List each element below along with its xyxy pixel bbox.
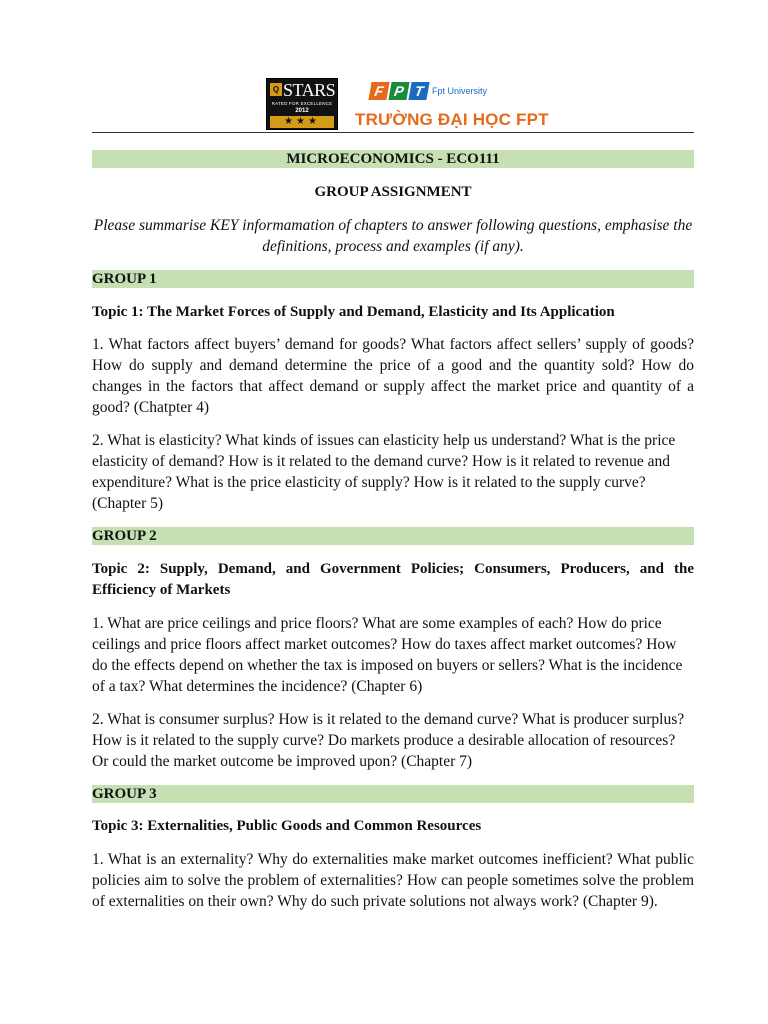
stars-logo-tagline: RATED FOR EXCELLENCE <box>271 101 333 106</box>
group-1-band <box>92 270 694 288</box>
group-3-label: GROUP 3 <box>92 786 157 802</box>
group-2-topic: Topic 2: Supply, Demand, and Government Policies; Consumers, Producers, and the Efficiency of Markets <box>92 561 694 598</box>
stars-rating-icon: ★★★ <box>270 116 334 128</box>
fpt-university-logo <box>370 80 490 104</box>
group-3-topic: Topic 3: Externalities, Public Goods and Common Resources <box>92 818 482 834</box>
group-2-question-2: 2. What is consumer surplus? How is it related to the demand curve? What is producer surplus? How is it related to the supply curve? Do markets produce a desirable allocation of resources? Or could the market outcome be improved upon? (Chapter 7) <box>92 711 685 770</box>
stars-logo-word: STARS <box>283 80 336 100</box>
assignment-title: GROUP ASSIGNMENT <box>314 184 472 200</box>
group-2-band <box>92 527 694 545</box>
fpt-university-label: Fpt University <box>432 86 488 96</box>
group-3-band <box>92 785 694 803</box>
university-name: TRƯỜNG ĐẠI HỌC FPT <box>355 110 549 129</box>
group-1-topic: Topic 1: The Market Forces of Supply and Demand, Elasticity and Its Application <box>92 304 615 320</box>
fpt-logo-letter-f: F <box>368 82 389 100</box>
group-2-question-1: 1. What are price ceilings and price floors? What are some examples of each? How do price ceilings and price floors affect market outcomes? How do taxes affect market outcomes? How do the effects depend on whether the tax is imposed on buyers or sellers? What is the incidence of a tax? What determines the incidence? (Chapter 6) <box>92 615 683 695</box>
group-3-question-1: 1. What is an externality? Why do externalities make market outcomes inefficient? What public policies aim to solve the problem of externalities? How can people sometimes solve the problem of externalities on their own? Why do such private solutions not always work? (Chapter 9). <box>92 851 694 910</box>
fpt-logo-letter-p: P <box>388 82 409 100</box>
group-1-question-2: 2. What is elasticity? What kinds of issues can elasticity help us understand? What is the price elasticity of demand? How is it related to the demand curve? How is it related to revenue and expenditure? What is the price elasticity of supply? How is it related to the supply curve? (Chapter 5) <box>92 432 676 512</box>
group-1-label: GROUP 1 <box>92 271 157 287</box>
qs-stars-logo: Q STARS RATED FOR EXCELLENCE 2012 ★★★ <box>266 78 338 130</box>
assignment-intro: Please summarise KEY informamation of chapters to answer following questions, emphasise the definitions, process and examples (if any). <box>93 217 693 255</box>
group-1-question-1: 1. What factors affect buyers’ demand for goods? What factors affect sellers’ supply of goods? How do supply and demand determine the price of a good and the quantity sold? How do changes in the factors that affect demand or supply affect the market price and quantity of a good? (Chatpter 4) <box>92 336 694 416</box>
course-title: MICROECONOMICS - ECO111 <box>286 151 500 167</box>
fpt-logo-letter-t: T <box>408 82 429 100</box>
group-2-label: GROUP 2 <box>92 528 157 544</box>
header-divider <box>92 132 694 133</box>
stars-logo-year: 2012 <box>295 108 309 114</box>
